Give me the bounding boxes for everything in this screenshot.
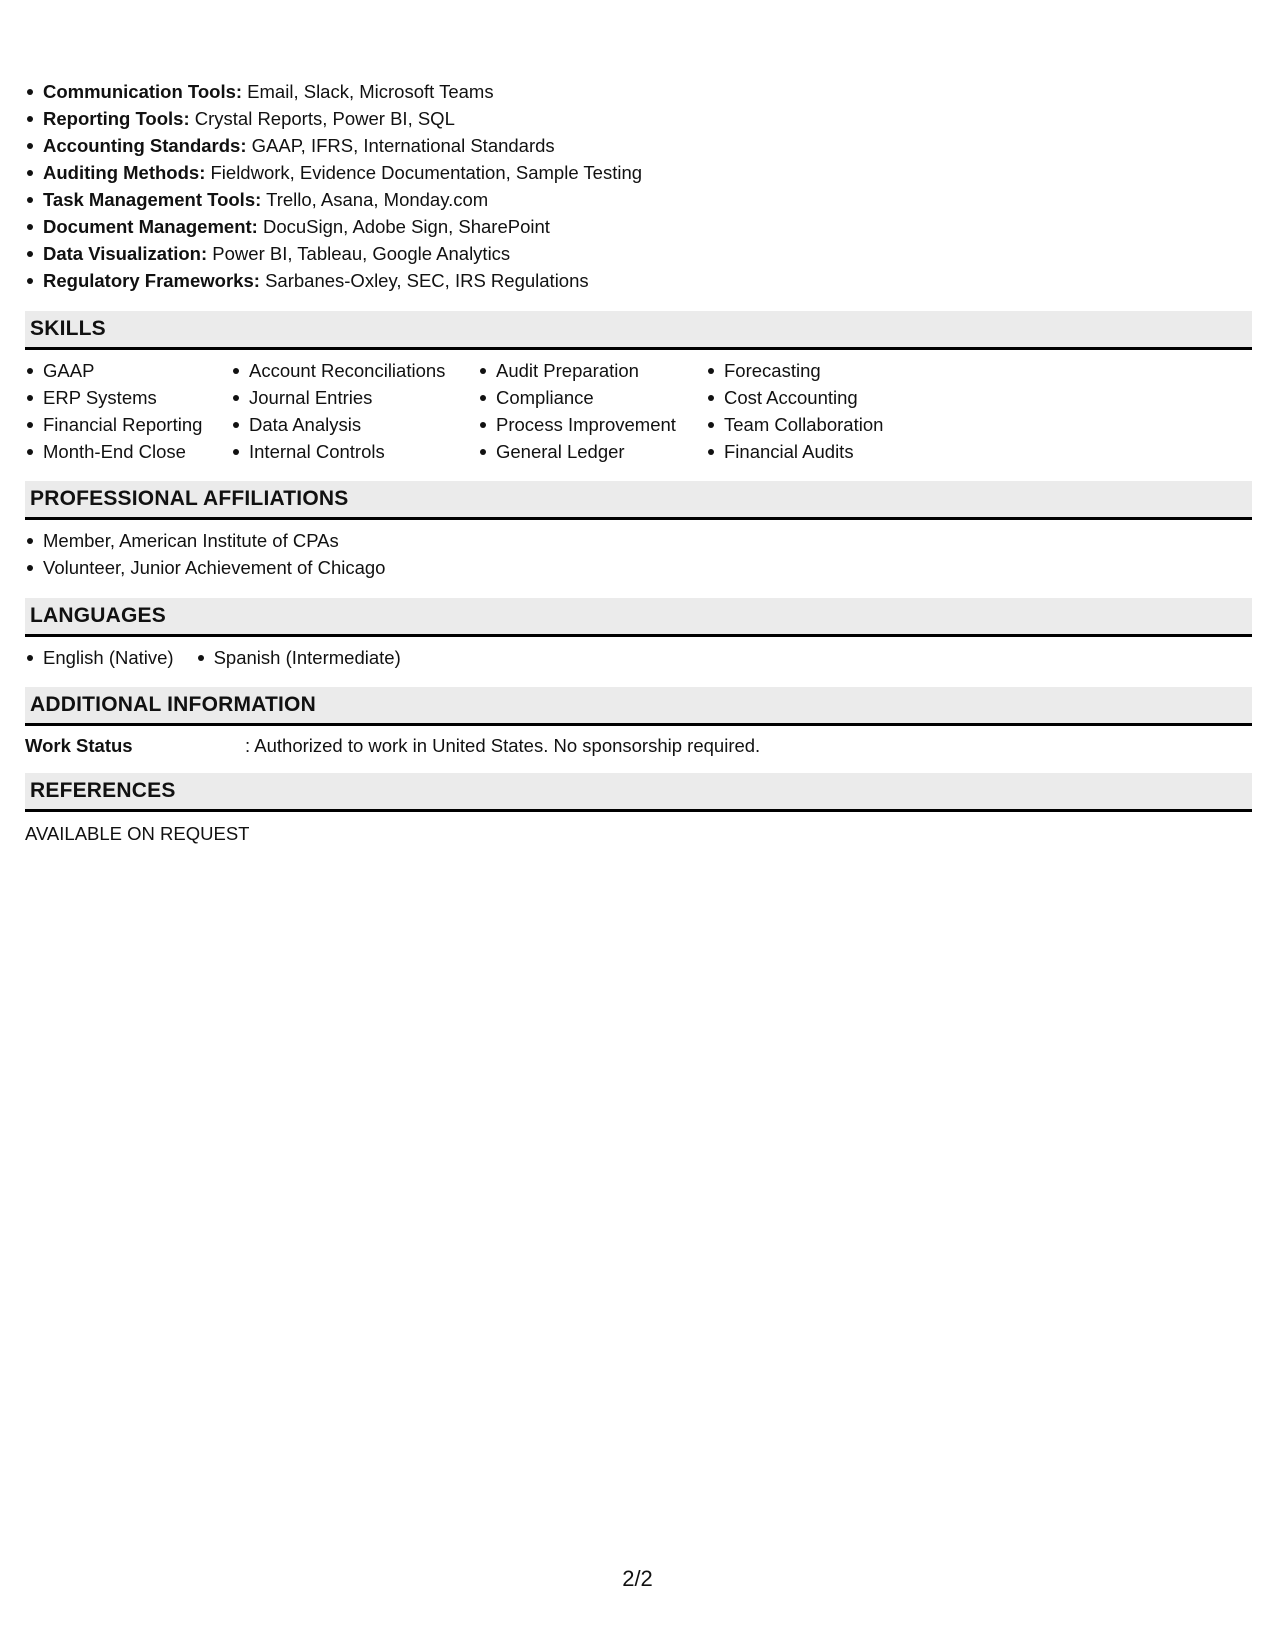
tool-value: Sarbanes-Oxley, SEC, IRS Regulations bbox=[259, 270, 589, 291]
section-header-skills bbox=[25, 311, 1252, 350]
section-header-languages bbox=[25, 598, 1252, 637]
tool-label: Data Visualization: bbox=[43, 243, 208, 264]
tool-label: Auditing Methods: bbox=[43, 162, 206, 183]
section-title: ADDITIONAL INFORMATION bbox=[30, 693, 316, 716]
tool-item-auditing-methods bbox=[25, 159, 642, 186]
skills-column bbox=[478, 357, 676, 465]
tool-item-reporting bbox=[25, 105, 642, 132]
skills-column bbox=[231, 357, 445, 465]
skill-item: Compliance bbox=[478, 384, 676, 411]
tool-value: DocuSign, Adobe Sign, SharePoint bbox=[257, 216, 550, 237]
section-title: REFERENCES bbox=[30, 779, 176, 802]
skill-item: General Ledger bbox=[478, 438, 676, 465]
tool-label: Task Management Tools: bbox=[43, 189, 262, 210]
tool-item-communication bbox=[25, 78, 642, 105]
affiliation-item: Volunteer, Junior Achievement of Chicago bbox=[25, 554, 385, 581]
section-header-references bbox=[25, 773, 1252, 812]
tool-label: Accounting Standards: bbox=[43, 135, 247, 156]
skill-item: Account Reconciliations bbox=[231, 357, 445, 384]
tool-value: Fieldwork, Evidence Documentation, Sample Testing bbox=[205, 162, 643, 183]
section-title: SKILLS bbox=[30, 317, 106, 340]
skills-column bbox=[25, 357, 202, 465]
skill-item: Process Improvement bbox=[478, 411, 676, 438]
tool-value: GAAP, IFRS, International Standards bbox=[246, 135, 555, 156]
language-item: English (Native) bbox=[25, 644, 174, 671]
references-text: AVAILABLE ON REQUEST bbox=[25, 823, 250, 844]
tool-label: Communication Tools: bbox=[43, 81, 243, 102]
language-entry bbox=[196, 644, 423, 671]
language-entry bbox=[25, 644, 196, 671]
language-item: Spanish (Intermediate) bbox=[196, 644, 401, 671]
section-title: PROFESSIONAL AFFILIATIONS bbox=[30, 487, 349, 510]
tool-value: Trello, Asana, Monday.com bbox=[261, 189, 489, 210]
skill-item: GAAP bbox=[25, 357, 202, 384]
section-header-additional-information bbox=[25, 687, 1252, 726]
skill-item: Internal Controls bbox=[231, 438, 445, 465]
work-status-label: Work Status bbox=[25, 735, 133, 756]
tool-label: Document Management: bbox=[43, 216, 258, 237]
tool-item-accounting-standards bbox=[25, 132, 642, 159]
tool-value: Crystal Reports, Power BI, SQL bbox=[189, 108, 455, 129]
tool-item-task-management bbox=[25, 186, 642, 213]
section-header-affiliations bbox=[25, 481, 1252, 520]
skill-item: Team Collaboration bbox=[706, 411, 883, 438]
tool-item-data-visualization bbox=[25, 240, 642, 267]
skill-item: Audit Preparation bbox=[478, 357, 676, 384]
work-status-value: : Authorized to work in United States. No sponsorship required. bbox=[245, 735, 761, 756]
affiliations-list bbox=[25, 527, 385, 581]
tool-value: Power BI, Tableau, Google Analytics bbox=[207, 243, 511, 264]
tool-label: Regulatory Frameworks: bbox=[43, 270, 260, 291]
skill-item: Financial Reporting bbox=[25, 411, 202, 438]
skill-item: Forecasting bbox=[706, 357, 883, 384]
tool-item-regulatory-frameworks bbox=[25, 267, 642, 294]
section-title: LANGUAGES bbox=[30, 604, 166, 627]
skill-item: Financial Audits bbox=[706, 438, 883, 465]
affiliation-item: Member, American Institute of CPAs bbox=[25, 527, 385, 554]
skill-item: Journal Entries bbox=[231, 384, 445, 411]
tool-value: Email, Slack, Microsoft Teams bbox=[242, 81, 494, 102]
skill-item: Data Analysis bbox=[231, 411, 445, 438]
tools-list bbox=[25, 78, 642, 294]
languages-list bbox=[25, 644, 423, 671]
skill-item: Month-End Close bbox=[25, 438, 202, 465]
tool-item-document-management bbox=[25, 213, 642, 240]
skills-column bbox=[706, 357, 883, 465]
page-number: 2/2 bbox=[622, 1566, 653, 1591]
skill-item: Cost Accounting bbox=[706, 384, 883, 411]
tool-label: Reporting Tools: bbox=[43, 108, 190, 129]
skill-item: ERP Systems bbox=[25, 384, 202, 411]
